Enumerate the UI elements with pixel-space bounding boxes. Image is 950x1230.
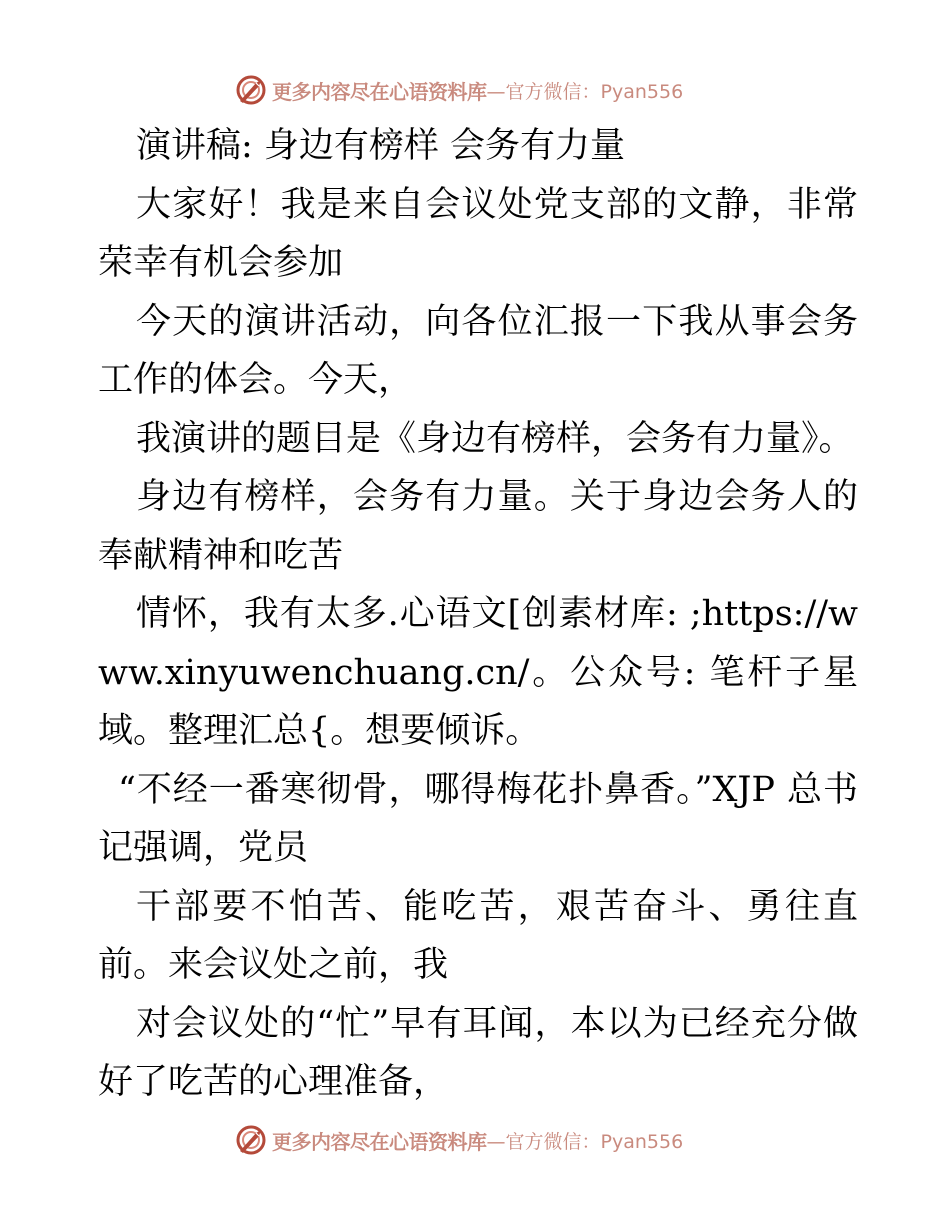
header-banner [234,73,683,107]
speech-body [98,117,858,1112]
paragraph: 今天的演讲活动，向各位汇报一下我从事会务工作的体会。今天， [98,301,858,400]
paragraph: 情怀，我有太多.心语文[创素材库: ;https://www.xinyuwenchuang.cn/。公众号: 笔杆子星域。整理汇总{。想要倾诉。 [98,594,858,751]
pen-nib-logo-icon [234,1123,268,1157]
paragraph: “不经一番寒彻骨，哪得梅花扑鼻香。”XJP 总书记强调，党员 [98,769,858,868]
paragraph: 干部要不怕苦、能吃苦，艰苦奋斗、勇往直前。来会议处之前，我 [98,886,858,985]
paragraph: 对会议处的“忙”早有耳闻，本以为已经充分做好了吃苦的心理准备， [98,1003,858,1102]
banner-contact-text: —官方微信：Pyan556 [486,80,684,103]
paragraph: 我演讲的题目是《身边有榜样，会务有力量》。 [136,418,854,459]
document-title: 演讲稿: 身边有榜样 会务有力量 [136,126,626,166]
footer-banner [234,1123,683,1157]
paragraph: 大家好！我是来自会议处党支部的文静，非常荣幸有机会参加 [98,184,858,283]
banner-promo-text: 更多内容尽在心语资料库 [272,1129,487,1154]
banner-contact-text: —官方微信：Pyan556 [486,1130,684,1153]
banner-promo-text: 更多内容尽在心语资料库 [272,79,487,104]
paragraph: 身边有榜样，会务有力量。关于身边会务人的奉献精神和吃苦 [98,477,858,576]
pen-nib-logo-icon [234,73,268,107]
